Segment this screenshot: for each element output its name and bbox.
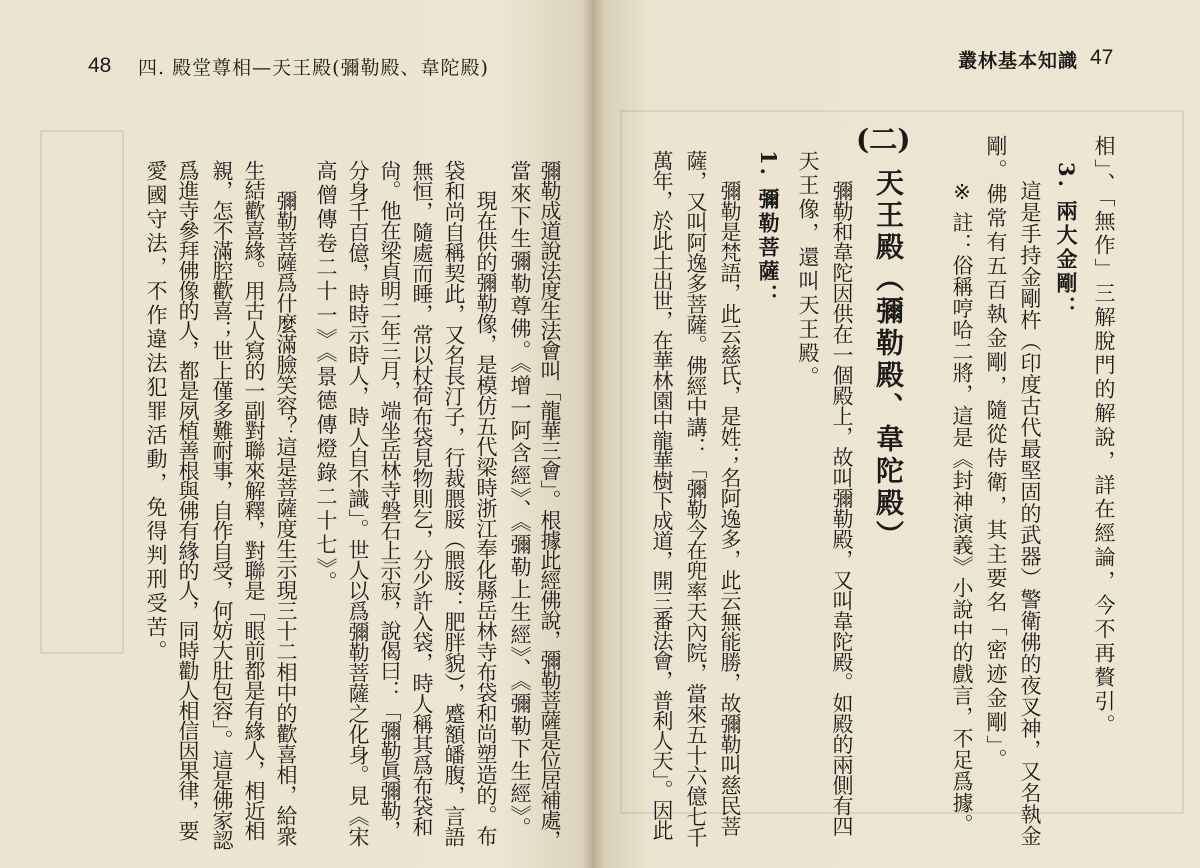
page-number-right: 47 — [1090, 46, 1114, 69]
text-column: 現在供的彌勒像，是模仿五代梁時浙江奉化縣岳林寺布袋和尚塑造的。布 — [474, 190, 498, 846]
text-column: 彌勒菩薩爲什麼滿臉笑容？這是菩薩度生示現三十二相中的歡喜相，給衆 — [274, 190, 298, 846]
text-column: 親，怎不滿腔歡喜；世上僅多難耐事，自作自受，何妨大肚包容」。這是佛家認 — [210, 160, 234, 850]
note-column: ※ 註：俗稱哼哈二將，這是《封神演義》小說中的戲言，不足爲據。 — [950, 180, 974, 836]
bleed-through-box — [40, 130, 124, 654]
text-column: 愛國守法，不作違法犯罪活動，免得判刑受苦。 — [144, 160, 168, 664]
text-column: 分身千百億，時時示時人，時人自不識」。世人以爲彌勒菩薩之化身。見《宋 — [346, 160, 370, 847]
running-header-right: 叢林基本知識 — [958, 50, 1079, 72]
running-header-left: 四. 殿堂尊相—天王殿(彌勒殿、韋陀殿) — [138, 57, 489, 79]
text-column: 生結歡喜緣。用古人寫的一副對聯來解釋，對聯是「眼前都是有緣人，相近相 — [242, 160, 266, 840]
text-column: 爲進寺參拜佛像的人，都是夙植善根與佛有緣的人，同時勸人相信因果律，要 — [176, 160, 200, 840]
subheading-maitreya: 1. 彌勒菩薩： — [756, 150, 781, 309]
text-column: 萬年，於此土出世，在華林園中龍華樹下成道，開三番法會，普利人天」。因此 — [650, 150, 674, 840]
text-column: 天王像，還叫天王殿。 — [796, 150, 820, 390]
page-number-left: 48 — [88, 54, 112, 77]
text-column: 這是手持金剛杵（印度古代最堅固的武器）警衛佛的夜叉神，又名執金 — [1018, 180, 1042, 847]
text-column: 尙。他在梁貞明二年三月，端坐岳林寺磐石上示寂，說偈曰：「彌勒眞彌勒， — [378, 160, 402, 840]
text-column: 彌勒和韋陀因供在一個殿上，故叫彌勒殿，又叫韋陀殿。如殿的兩側有四 — [830, 180, 854, 836]
text-column: 無恒，隨處而睡，常以杖荷布袋見物則乞，分少許入袋，時人稱其爲布袋和 — [410, 160, 434, 837]
section-title: 天王殿（彌勒殿、韋陀殿） — [872, 168, 905, 552]
text-column: 彌勒是梵語，此云慈氏，是姓；名阿逸多，此云無能勝，故彌勒叫慈民菩 — [718, 180, 742, 836]
book-gutter — [582, 0, 604, 868]
subheading-two-vajras: 3. 兩大金剛： — [1054, 162, 1079, 321]
section-number: (二) — [856, 123, 911, 156]
text-column: 彌勒成道說法度生法會叫「龍華三會」。根據此經佛說，彌勒菩薩是位居補處， — [538, 160, 562, 850]
text-column: 高僧傳卷二十一》《景德傳燈錄二十七》。 — [314, 160, 338, 595]
text-column: 袋和尚自稱契此，又名長汀子，行裁腲脮（腲脮：肥胖貌），蹙額皤腹，言語 — [442, 160, 466, 847]
text-column: 剛。佛常有五百執金剛，隨從侍衛，其主要名「密迹金剛」。 — [984, 135, 1008, 773]
text-column: 當來下生彌勒尊佛。《增一阿含經》、《彌勒上生經》、《彌勒下生經》。 — [508, 160, 532, 840]
text-column: 薩，又叫阿逸多菩薩。佛經中講：「彌勒今在兜率天內院，當來五十六億七千 — [684, 150, 708, 847]
text-column: 相」、「無作」三解脫門的解說，詳在經論，今不再贅引。 — [1092, 135, 1116, 738]
